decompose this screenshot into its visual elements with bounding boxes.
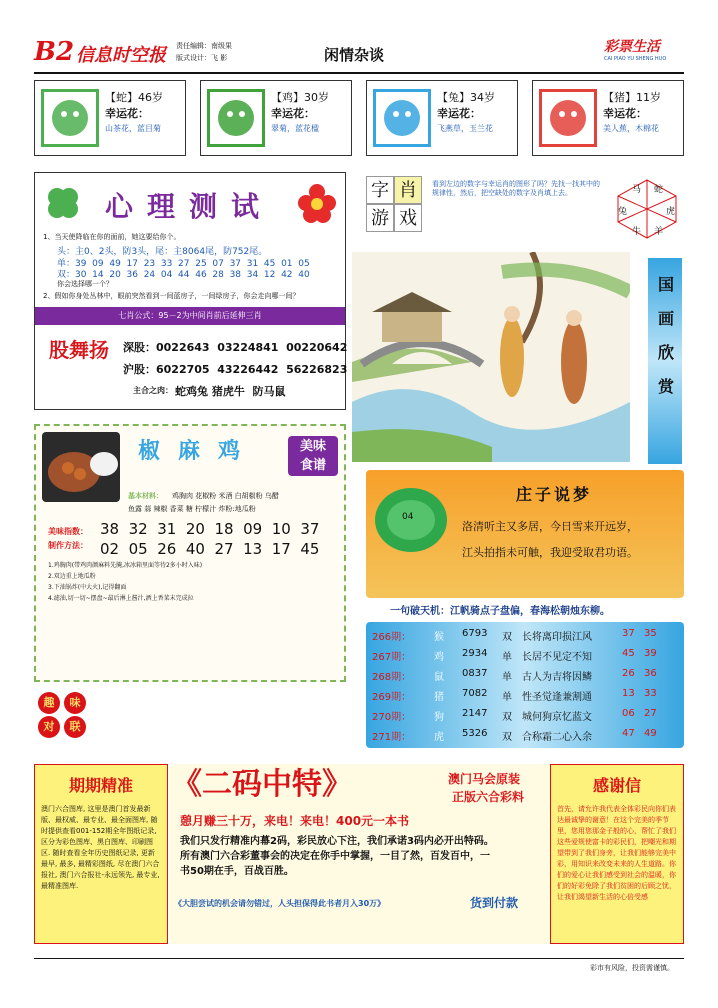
ad-left-box xyxy=(34,764,168,944)
history-tag: 单 xyxy=(502,652,512,663)
recipe-photo xyxy=(42,432,120,502)
history-a: 47 xyxy=(622,728,635,739)
history-b: 49 xyxy=(644,728,657,739)
stock-logo-text: 股舞扬 xyxy=(49,338,109,362)
ad-left-body: 澳门六合图库, 这里是澳门首发最新版、最权威、最专业、最全面图库, 随时提供查看001-152期全年图纸记录, 区分为彩色图库、黑白图库、印刷图区. 随时查看全年历史图纸记录, 更新最早, 最多, 最精彩图纸, 尽在澳门六合报社, 澳门六合报社-永远领先, 最专业, 最精准图库. xyxy=(41,805,160,890)
lantern-char: 趣 xyxy=(38,692,60,714)
method-label: 制作方法： xyxy=(48,541,88,550)
shenzhen-line: 深股：0022643 03224841 00220642 xyxy=(123,341,348,354)
history-a: 06 xyxy=(622,708,635,719)
ad-side-line-2: 正版六合彩料 xyxy=(452,790,525,804)
index-label: 美味指数： xyxy=(48,527,88,536)
zodiac-card xyxy=(34,80,186,156)
formula-bar xyxy=(35,307,345,325)
history-zod: 鸡 xyxy=(434,652,444,663)
painting-illustration xyxy=(352,252,630,462)
psych-head-line: 头：主0、2头，防3头，尾：主8064尾，防752尾。 xyxy=(57,247,268,257)
zodiac-card xyxy=(200,80,352,156)
history-text: 古人为吉将因鳞 xyxy=(522,672,592,683)
psych-question-1: 1、当天使降临在你的面前，她这要给你个。 xyxy=(43,233,181,241)
wheel-label: 羊 xyxy=(654,227,664,237)
zodiac-name: 【猪】11岁 xyxy=(603,91,661,104)
history-zod: 鼠 xyxy=(434,672,444,683)
history-period: 271期： xyxy=(372,732,412,743)
history-num: 5326 xyxy=(462,728,488,739)
flower-icon xyxy=(297,183,337,223)
history-text: 城何狗京忆蓝文 xyxy=(522,712,592,723)
zodiac-animal-icon xyxy=(373,89,431,147)
history-text: 长居不见定不知 xyxy=(522,652,592,663)
page-header xyxy=(34,36,684,72)
lantern-char: 味 xyxy=(64,692,86,714)
editor-line: 责任编辑：南级果 xyxy=(176,42,232,50)
recipe-row-1: 38 32 31 20 18 09 10 37 xyxy=(100,520,320,538)
psych-test-panel xyxy=(34,172,346,410)
psych-row-double: 双：30 14 20 36 24 04 44 46 28 38 34 12 42 40 xyxy=(57,270,310,280)
footer-note: 彩市有风险，投资需谨慎。 xyxy=(590,964,674,972)
history-tag: 单 xyxy=(502,672,512,683)
history-a: 45 xyxy=(622,648,635,659)
stock-logo xyxy=(49,339,129,399)
history-num: 0837 xyxy=(462,668,488,679)
wheel-label: 蛇 xyxy=(654,185,664,195)
wheel-label: 虎 xyxy=(666,207,676,217)
history-text: 性圣觉逢兼割通 xyxy=(522,692,592,703)
ad-side-line-1: 澳门马会原装 xyxy=(448,772,521,786)
zodiac-card xyxy=(366,80,518,156)
history-tag: 双 xyxy=(502,632,512,643)
design-line: 版式设计：飞 影 xyxy=(176,54,228,62)
flower-names: 翠菊，蓝花楹 xyxy=(271,124,319,133)
column-title: 闲情杂谈 xyxy=(324,46,385,64)
zodiac-animal-icon xyxy=(539,89,597,147)
footer-rule xyxy=(34,958,684,959)
recipe-step: 4.滤油,切一切~摆盘~最后淋上酱汁,洒上香菜末完成拉 xyxy=(48,595,194,602)
painting-label xyxy=(648,258,682,464)
ad-left-title: 期期精准 xyxy=(68,776,133,795)
psych-choose: 你会选择哪一个？ xyxy=(57,280,113,288)
riddle-line: 一句破天机：江帆骑点子盘偏，春海松朝烛东柳。 xyxy=(390,606,610,617)
history-period: 267期： xyxy=(372,652,412,663)
history-panel xyxy=(366,622,684,748)
history-num: 2934 xyxy=(462,648,488,659)
formula-text: 七肖公式：95－2为中间肖前后延伸三肖 xyxy=(118,311,262,320)
zodiac-card xyxy=(532,80,684,156)
history-zod: 虎 xyxy=(434,732,444,743)
history-zod: 猪 xyxy=(434,692,444,703)
history-b: 35 xyxy=(644,628,657,639)
history-period: 266期： xyxy=(372,632,412,643)
ad-right-body: 首先，请允许我代表全体彩民向你们表达最诚挚的谢意！在这个完美的季节里，您用您那金子般的心，帮忙了我们这些爱规使富卡的彩民们，把嘲光和期望带到了我们身旁，让我们能够完美中彩，用知识来改变未来的人生道路。你们的爱心让我们感受到社会的温暖，你们的好彩免除了我们贫困的后顾之忧，让我们渴望新生活的心倍受感 xyxy=(557,805,676,901)
recipe-badge xyxy=(288,436,338,476)
zi-grid xyxy=(366,176,422,232)
lantern-char: 对 xyxy=(38,716,60,738)
flower-label: 幸运花： xyxy=(603,107,647,120)
clover-icon xyxy=(45,185,81,221)
painting-area xyxy=(352,252,630,462)
lantern-char: 联 xyxy=(64,716,86,738)
paper-name: 信息时空报 xyxy=(76,45,166,66)
history-text: 长将离印损江风 xyxy=(522,632,592,643)
history-zod: 狗 xyxy=(434,712,444,723)
history-period: 268期： xyxy=(372,672,412,683)
history-b: 39 xyxy=(644,648,657,659)
psych-row-single: 单：39 09 49 17 23 33 27 25 07 37 31 45 01 05 xyxy=(57,259,310,269)
ingredients-label: 基本材料： xyxy=(128,492,163,500)
brand-sub: CAI PIAO YU SHENG HUO xyxy=(604,56,667,62)
main-label: 主合之肉： xyxy=(133,386,173,395)
zi-puzzle xyxy=(366,176,684,256)
zi-char: 戏 xyxy=(394,204,422,232)
wheel-label: 牛 xyxy=(632,227,642,237)
cod-label: 货到付款 xyxy=(470,896,519,910)
ad-right-title: 感谢信 xyxy=(592,776,641,795)
zodiac-animal-icon xyxy=(41,89,99,147)
ingredients-1: 鸡胸肉 花椒粉 米酒 白胡椒粉 乌醋 xyxy=(172,492,279,500)
ad-center xyxy=(170,764,550,944)
brand-logo xyxy=(604,36,686,66)
history-num: 6793 xyxy=(462,628,488,639)
zi-char: 字 xyxy=(366,176,394,204)
psych-question-2: 2、假如你身处丛林中，眼前突然看到一间蓝房子，一间绿房子，你会走向哪一间？ xyxy=(43,292,300,300)
flower-names: 山茶花，蓝目菊 xyxy=(105,124,161,133)
history-zod: 猴 xyxy=(434,632,444,643)
history-tag: 单 xyxy=(502,692,512,703)
ad-body: 我们只发行精准内幕2码，彩民放心下注，我们承诺3码内必开出特码。所有澳门六合彩董事会的决定在你手中掌握，一目了然，百发百中，一书50期在手，百战百胜。 xyxy=(180,836,494,877)
history-a: 37 xyxy=(622,628,635,639)
zi-char: 肖 xyxy=(394,176,422,204)
zodiac-animal-icon xyxy=(207,89,265,147)
ad-footer-note: 《大胆尝试的机会请勿错过，人头担保得此书者月入30万》 xyxy=(174,899,386,908)
history-b: 36 xyxy=(644,668,657,679)
recipe-panel xyxy=(34,424,346,682)
zhuangzi-title: 庄子说梦 xyxy=(516,485,593,504)
recipe-title: 椒麻鸡 xyxy=(138,438,259,464)
history-tag: 双 xyxy=(502,712,512,723)
wheel-label: 兔 xyxy=(618,207,628,217)
history-num: 2147 xyxy=(462,708,488,719)
zi-hint: 看到左边的数字与幸运肖的图形了吗？先找一找其中的规律性，然后，把空缺处的数字及肖填上去。 xyxy=(432,180,600,197)
ad-main-title: 《二码中特》 xyxy=(172,767,352,802)
wheel-label: 马 xyxy=(632,185,642,195)
zhuangzi-line-1: 洛清听主又多居，今日雪来开远岁， xyxy=(462,520,638,533)
recipe-step: 1.鸡胸肉(带鸡肉颜麻料先腌,冰冰箱里面等待2多小时入味) xyxy=(48,562,203,569)
recipe-row-2: 02 05 26 40 27 13 17 45 xyxy=(100,540,320,558)
zodiac-name: 【蛇】46岁 xyxy=(105,91,163,104)
zhuangzi-panel xyxy=(366,470,684,598)
recipe-steps xyxy=(48,560,338,604)
zodiac-name: 【兔】34岁 xyxy=(437,91,495,104)
history-a: 13 xyxy=(622,688,635,699)
recipe-badge-text: 美味食谱 xyxy=(299,439,326,473)
recipe-step: 3.下油锅炸(中大火),记得翻面 xyxy=(48,584,127,591)
painting-label-text: 国画欣赏 xyxy=(655,276,675,412)
flower-names: 飞燕草，玉兰花 xyxy=(437,124,493,133)
ad-slogan: 憩月赚三十万，来电！来电！400元一本书 xyxy=(180,814,410,828)
page-code: B2 xyxy=(34,37,75,67)
zi-char: 游 xyxy=(366,204,394,232)
flower-label: 幸运花： xyxy=(437,107,481,120)
brand-text: 彩票生活 xyxy=(604,39,660,55)
lotus-number: 04 xyxy=(402,512,414,522)
shanghai-line: 沪股：6022705 43226442 56226823 xyxy=(123,363,348,376)
history-b: 33 xyxy=(644,688,657,699)
recipe-step: 2.双边重上地瓜粉 xyxy=(48,573,96,580)
history-period: 269期： xyxy=(372,692,412,703)
zhuangzi-line-2: 江头拍指未可触，我迎受取君功语。 xyxy=(462,546,638,559)
ingredients-2: 鱼露 蒜 辣椒 香菜 糖 柠檬汁 炸粉:地瓜粉 xyxy=(128,505,256,513)
history-period: 270期： xyxy=(372,712,412,723)
main-value: 蛇鸡兔 猪虎牛 防马鼠 xyxy=(175,385,286,398)
history-tag: 双 xyxy=(502,732,512,743)
psych-title: 心理测试 xyxy=(105,190,274,223)
history-a: 26 xyxy=(622,668,635,679)
history-text: 合称霜二心入余 xyxy=(522,732,592,743)
history-b: 27 xyxy=(644,708,657,719)
ad-right-box xyxy=(550,764,684,944)
flower-label: 幸运花： xyxy=(105,107,149,120)
zodiac-name: 【鸡】30岁 xyxy=(271,91,329,104)
zodiac-wheel xyxy=(610,176,684,240)
flower-names: 美人蕉，木棉花 xyxy=(603,124,659,133)
header-rule xyxy=(34,72,684,74)
flower-label: 幸运花： xyxy=(271,107,315,120)
history-num: 7082 xyxy=(462,688,488,699)
